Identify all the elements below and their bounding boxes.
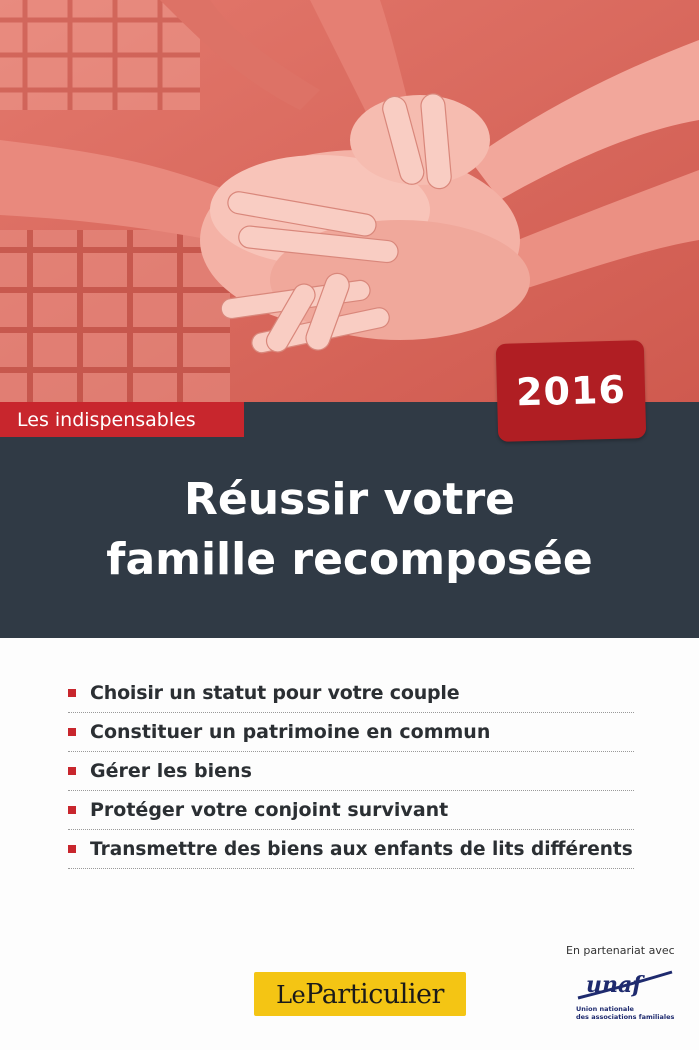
square-bullet-icon xyxy=(68,689,76,697)
topic-label: Transmettre des biens aux enfants de lits différents xyxy=(90,838,633,860)
topic-item xyxy=(68,791,634,830)
series-tag xyxy=(0,402,244,437)
unaf-org-line-1: Union nationale xyxy=(576,1005,634,1013)
topic-label: Constituer un patrimoine en commun xyxy=(90,721,491,743)
year-badge xyxy=(496,340,647,442)
publisher-logo xyxy=(254,972,466,1016)
topic-item xyxy=(68,752,634,791)
title-line-2: famille recomposée xyxy=(106,534,593,585)
square-bullet-icon xyxy=(68,806,76,814)
book-title xyxy=(0,470,699,590)
title-line-1: Réussir votre xyxy=(183,474,515,525)
partner-caption: En partenariat avec xyxy=(566,944,675,957)
unaf-org-name xyxy=(576,1006,674,1021)
topics-list xyxy=(68,674,634,869)
unaf-logo xyxy=(572,962,682,1026)
topic-label: Choisir un statut pour votre couple xyxy=(90,682,460,704)
year-label: 2016 xyxy=(515,367,627,415)
topic-item xyxy=(68,830,634,869)
square-bullet-icon xyxy=(68,728,76,736)
publisher-name xyxy=(276,979,444,1010)
series-label: Les indispensables xyxy=(17,408,196,431)
square-bullet-icon xyxy=(68,845,76,853)
unaf-org-line-2: des associations familiales xyxy=(576,1012,675,1021)
unaf-mark-icon xyxy=(572,962,682,1006)
topic-label: Protéger votre conjoint survivant xyxy=(90,799,449,821)
publisher-main: Particulier xyxy=(305,978,444,1010)
topic-label: Gérer les biens xyxy=(90,760,252,782)
plaid-sleeve xyxy=(0,230,230,402)
topic-item xyxy=(68,713,634,752)
publisher-prefix: Le xyxy=(276,980,306,1009)
square-bullet-icon xyxy=(68,767,76,775)
unaf-logo-text: unaf xyxy=(586,972,642,998)
topic-item xyxy=(68,674,634,713)
